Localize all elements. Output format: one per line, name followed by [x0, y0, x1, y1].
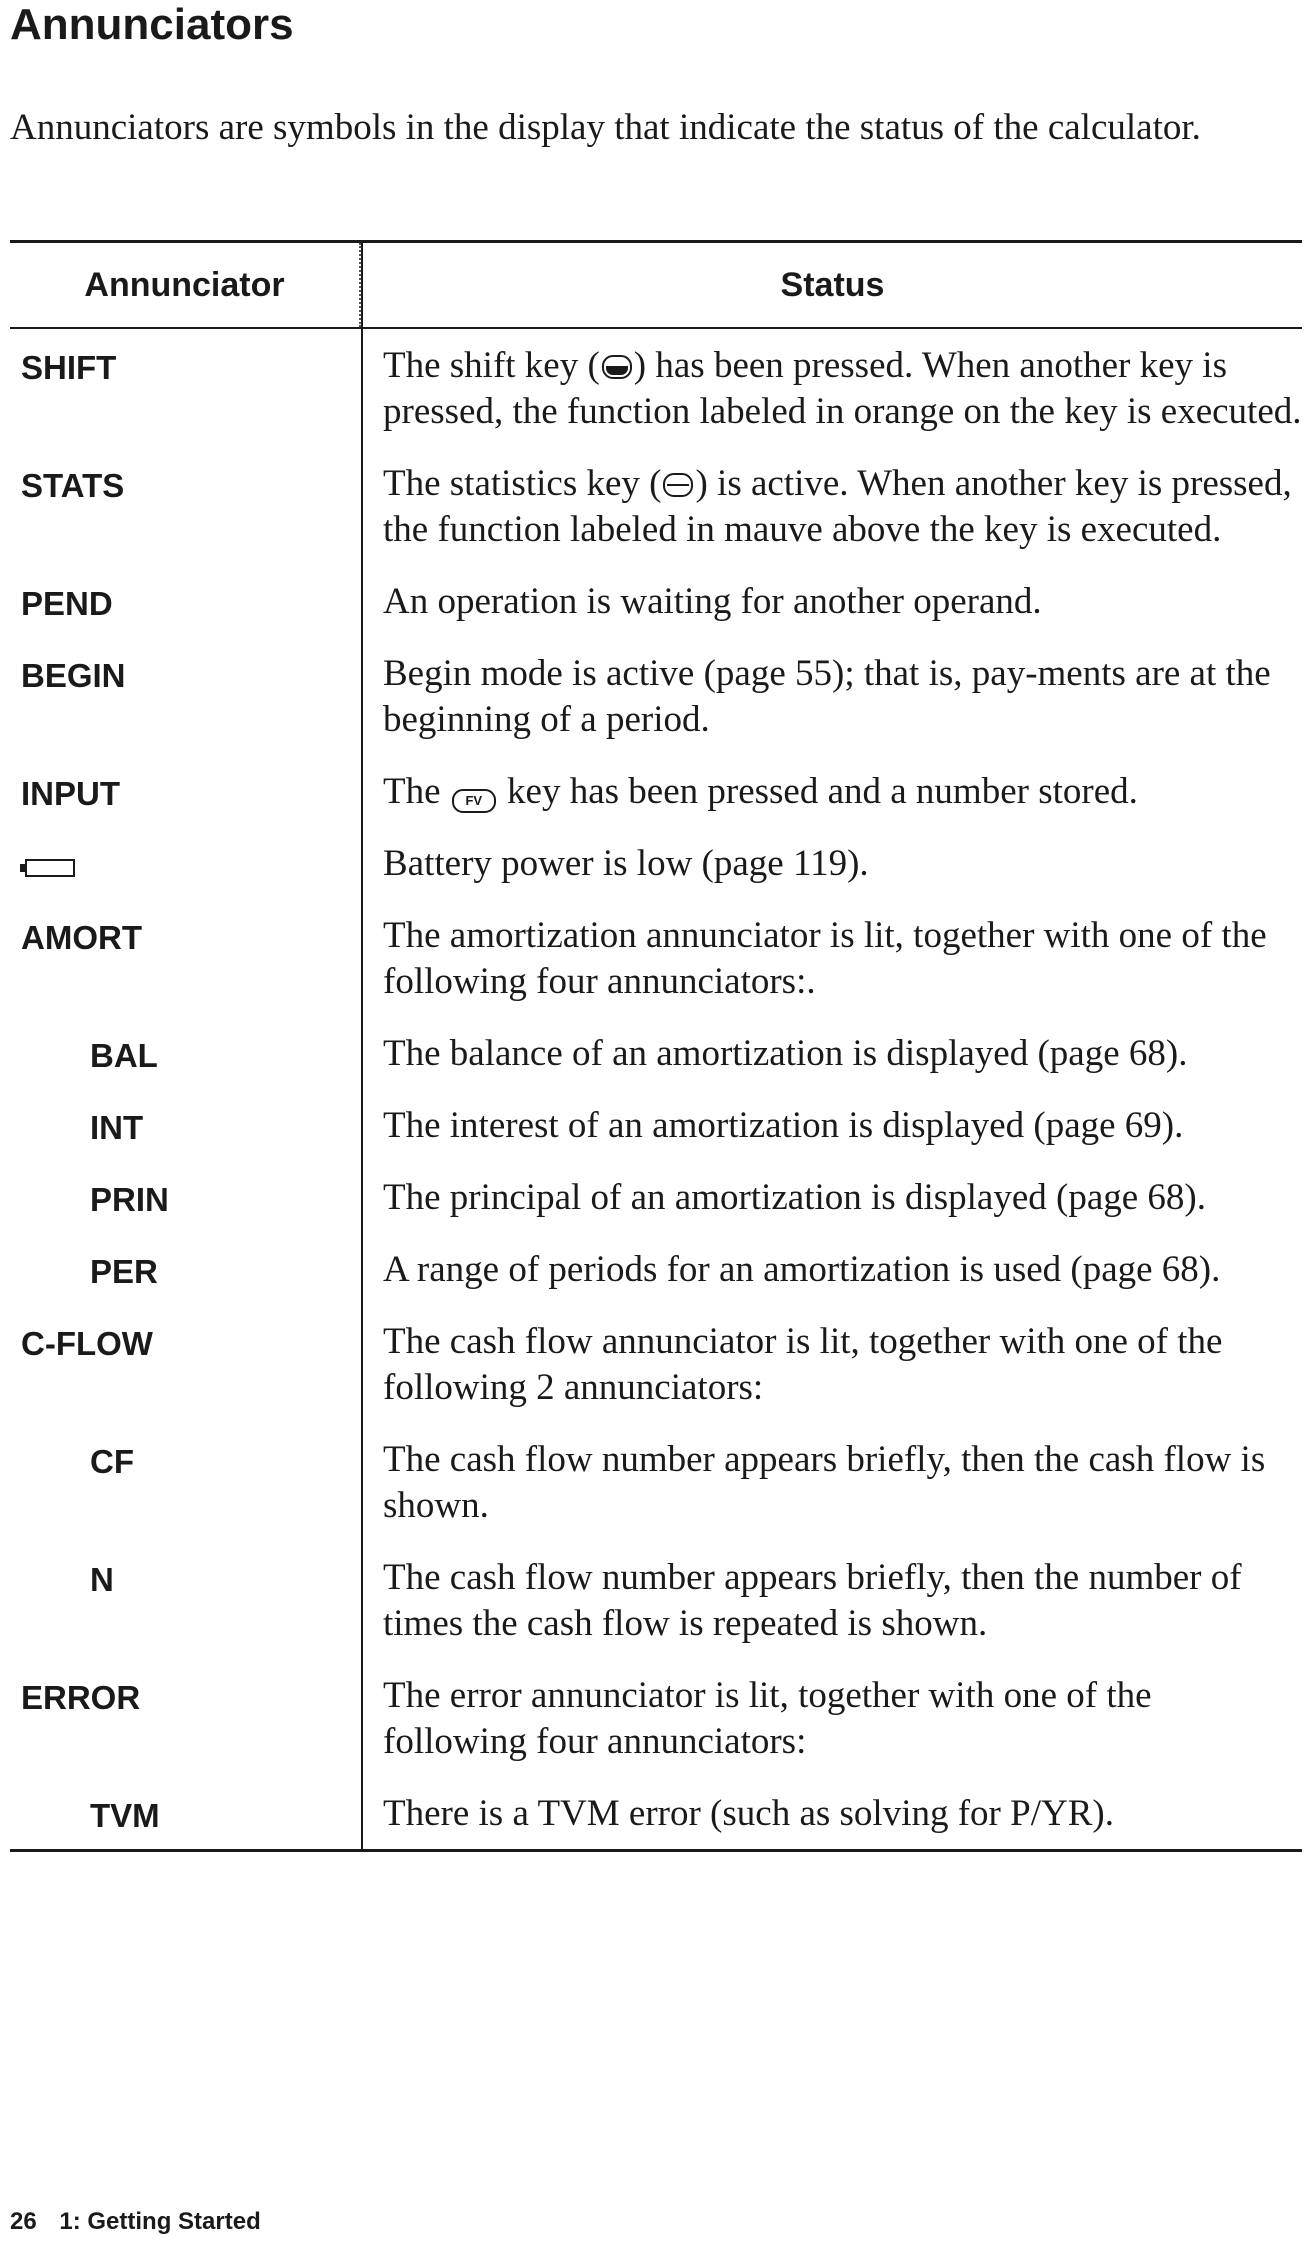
table-row: [10, 1305, 1302, 1423]
table-row: [10, 1089, 1302, 1161]
annunciator-status: A range of periods for an amortization is used (page 68).: [361, 1233, 1302, 1305]
annunciator-name: PER: [90, 1253, 158, 1290]
annunciator-status: The error annunciator is lit, together with one of the following four annunciators:: [361, 1659, 1302, 1777]
page-heading: Annunciators: [10, 0, 294, 49]
annunciator-status: [361, 755, 1302, 827]
stats-key-icon: [663, 473, 693, 497]
annunciator-name: BEGIN: [21, 657, 126, 694]
annunciator-name: BAL: [90, 1037, 158, 1074]
chapter-title: 1: Getting Started: [59, 2208, 261, 2235]
annunciator-name: ERROR: [21, 1679, 141, 1716]
annunciator-status: Battery power is low (page 119).: [361, 827, 1302, 899]
annunciator-status: The cash flow annunciator is lit, together with one of the following 2 annunciators:: [361, 1305, 1302, 1423]
table-header: [10, 243, 1302, 329]
table-row: [10, 637, 1302, 755]
table-row: [10, 755, 1302, 827]
annunciator-name: TVM: [90, 1797, 160, 1834]
annunciator-name: INT: [90, 1109, 144, 1146]
annunciator-name: INPUT: [21, 775, 120, 812]
table-row: [10, 1659, 1302, 1777]
table-row: [10, 1423, 1302, 1541]
status-text-post: ) has been pressed. When another key is pressed, the function labeled in orange on the key is executed.: [383, 345, 1302, 432]
annunciator-name: PEND: [21, 585, 113, 622]
header-status: Status: [361, 243, 1302, 327]
header-annunciator: Annunciator: [10, 243, 361, 327]
status-text-post: ) is active. When another key is pressed, the function labeled in mauve above the key is executed.: [383, 463, 1292, 550]
intro-paragraph: Annunciators are symbols in the display that indicate the status of the calculator.: [10, 107, 1201, 148]
annunciator-status: The amortization annunciator is lit, together with one of the following four annunciators:.: [361, 899, 1302, 1017]
annunciator-status: Begin mode is active (page 55); that is, pay-ments are at the beginning of a period.: [361, 637, 1302, 755]
table-row: [10, 899, 1302, 1017]
fv-key-icon: FV: [452, 789, 496, 813]
status-text-pre: The shift key (: [383, 345, 600, 386]
annunciator-name: STATS: [21, 467, 125, 504]
table-row: [10, 1541, 1302, 1659]
battery-low-icon: [25, 859, 75, 877]
annunciator-name: N: [90, 1561, 114, 1598]
annunciator-status: An operation is waiting for another operand.: [361, 565, 1302, 637]
annunciator-table: [10, 240, 1302, 1852]
annunciator-name: CF: [90, 1443, 134, 1480]
annunciator-status: The cash flow number appears briefly, then the cash flow is shown.: [361, 1423, 1302, 1541]
annunciator-name: SHIFT: [21, 349, 117, 386]
table-row: [10, 827, 1302, 899]
annunciator-status: [361, 329, 1302, 447]
shift-key-icon: [602, 355, 632, 379]
table-row: [10, 1233, 1302, 1305]
table-body: [10, 329, 1302, 1849]
annunciator-name: C-FLOW: [21, 1325, 153, 1362]
page-footer: [10, 2208, 261, 2236]
annunciator-name: [10, 827, 361, 899]
annunciator-status: The interest of an amortization is displayed (page 69).: [361, 1089, 1302, 1161]
table-row: [10, 1017, 1302, 1089]
table-row: [10, 447, 1302, 565]
annunciator-status: [361, 447, 1302, 565]
annunciator-name: PRIN: [90, 1181, 169, 1218]
table-row: [10, 565, 1302, 637]
status-text-pre: The: [383, 771, 450, 812]
status-text-pre: The statistics key (: [383, 463, 662, 504]
table-row: [10, 329, 1302, 447]
annunciator-status: The balance of an amortization is displayed (page 68).: [361, 1017, 1302, 1089]
page-number: 26: [10, 2208, 37, 2235]
table-row: [10, 1777, 1302, 1849]
annunciator-status: The principal of an amortization is displayed (page 68).: [361, 1161, 1302, 1233]
table-row: [10, 1161, 1302, 1233]
annunciator-status: The cash flow number appears briefly, then the number of times the cash flow is repeated is shown.: [361, 1541, 1302, 1659]
annunciator-name: AMORT: [21, 919, 142, 956]
status-text-post: key has been pressed and a number stored.: [497, 771, 1138, 812]
annunciator-status: There is a TVM error (such as solving for P/YR).: [361, 1777, 1302, 1849]
